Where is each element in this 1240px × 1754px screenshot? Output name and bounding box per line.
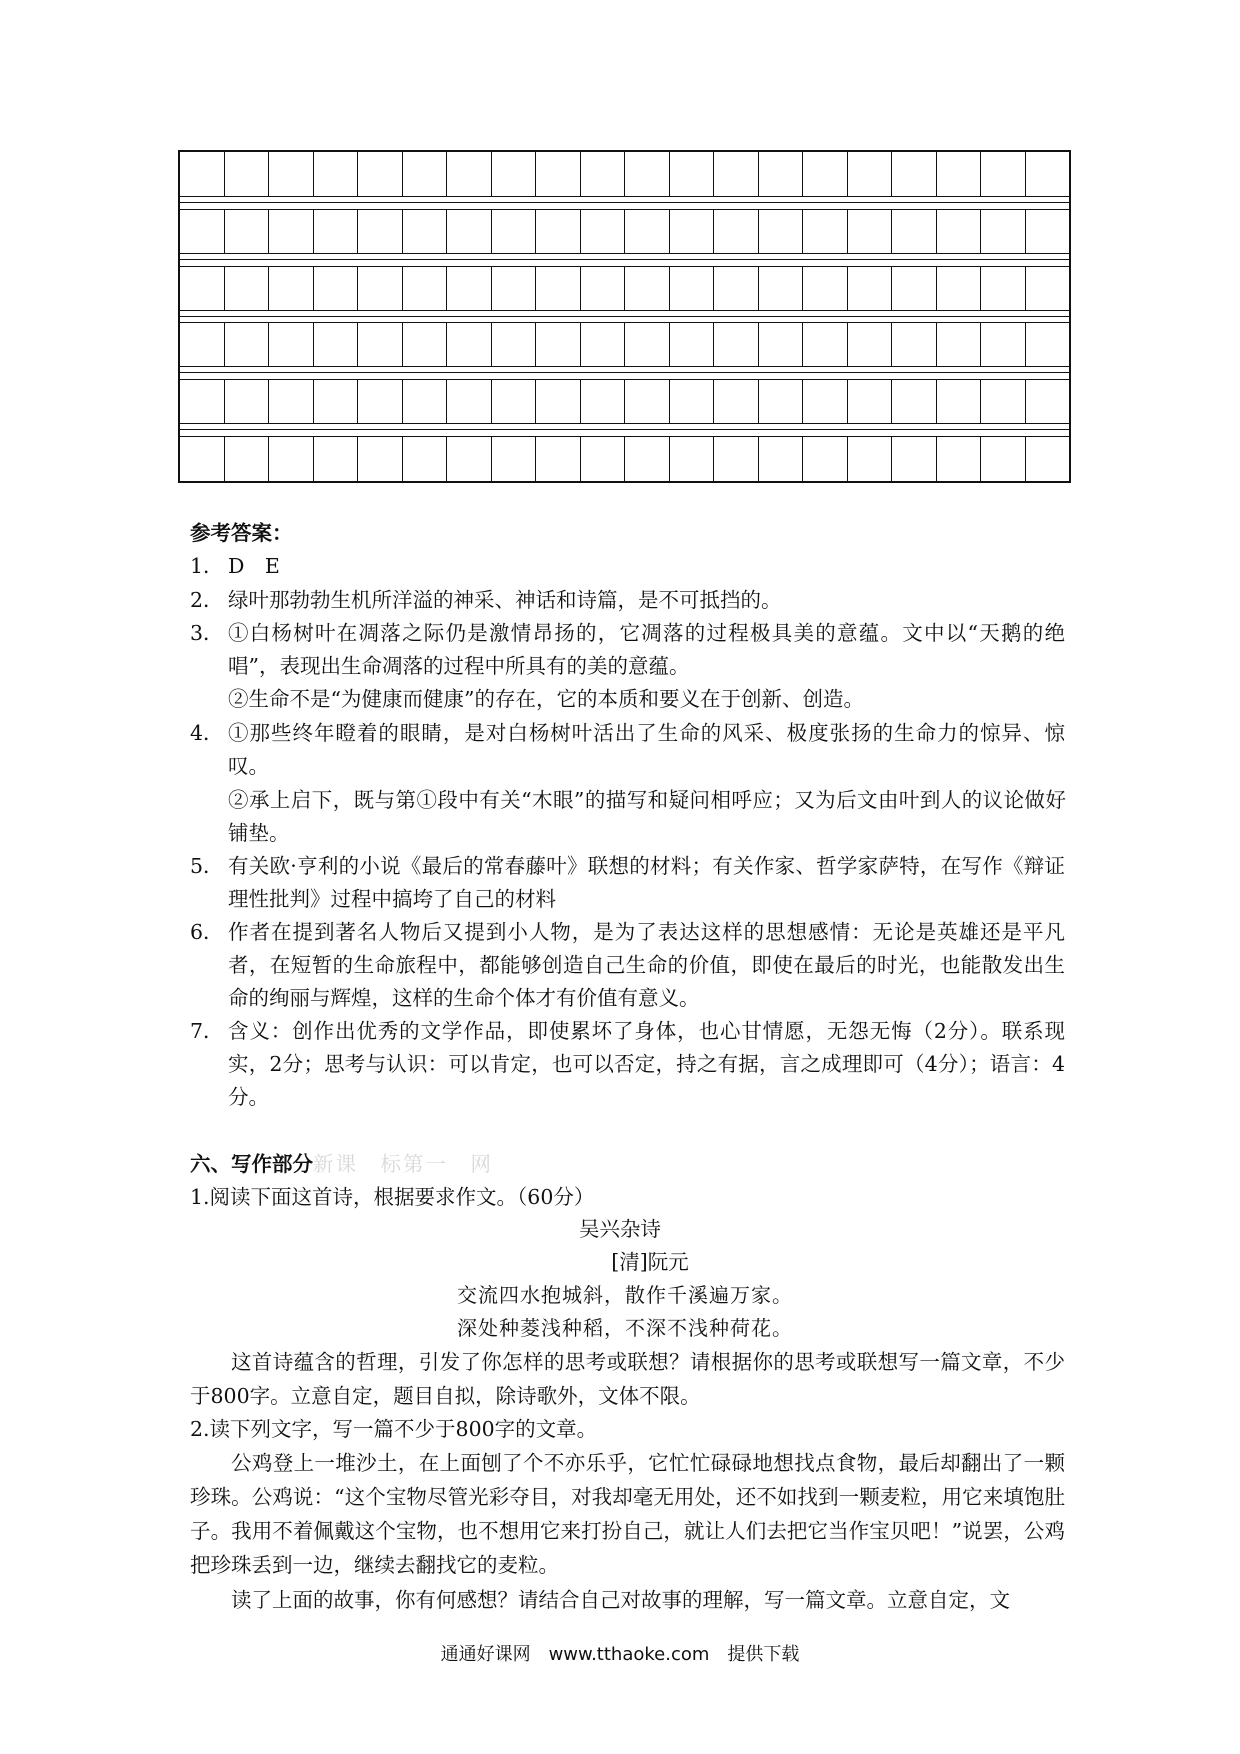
grid-cell xyxy=(759,436,804,481)
grid-cell xyxy=(358,209,403,254)
grid-cell xyxy=(981,266,1026,311)
grid-cell xyxy=(180,152,225,197)
grid-cell xyxy=(714,322,759,367)
grid-cell xyxy=(225,266,270,311)
grid-cell xyxy=(625,322,670,367)
answer-subpoint: ②承上启下，既与第①段中有关“木眼”的描写和疑问相呼应；又为后文由叶到人的议论做好铺垫。 xyxy=(228,788,1066,845)
answer-item-7 xyxy=(190,1015,1065,1114)
question-2-task: 读了上面的故事，你有何感想？请结合自己对故事的理解，写一篇文章。立意自定，文 xyxy=(231,1588,1010,1612)
grid-cell xyxy=(269,266,314,311)
grid-cell xyxy=(714,266,759,311)
grid-cell xyxy=(403,266,448,311)
answer-number: 6． xyxy=(190,920,224,944)
grid-cell xyxy=(180,379,225,424)
grid-cell xyxy=(225,322,270,367)
writing-heading: 六、写作部分 xyxy=(190,1152,313,1176)
grid-cell xyxy=(581,152,626,197)
grid-cell xyxy=(180,322,225,367)
answer-number: 2． xyxy=(190,588,224,612)
grid-cell xyxy=(447,436,492,481)
grid-row xyxy=(180,209,1069,254)
grid-cell xyxy=(536,266,581,311)
answer-number: 7． xyxy=(190,1019,224,1043)
grid-cell xyxy=(180,209,225,254)
poem-title: 吴兴杂诗 xyxy=(579,1217,661,1241)
page-footer: 通通好课网 www.tthaoke.com 提供下载 xyxy=(440,1644,800,1665)
grid-cell xyxy=(714,152,759,197)
grid-cell xyxy=(759,152,804,197)
grid-cell xyxy=(670,209,715,254)
answer-item-3 xyxy=(190,617,1065,683)
grid-cell xyxy=(403,209,448,254)
grid-cell xyxy=(714,436,759,481)
grid-cell xyxy=(937,209,982,254)
grid-cell xyxy=(625,152,670,197)
grid-cell xyxy=(403,436,448,481)
grid-cell xyxy=(269,152,314,197)
answer-text: D E xyxy=(228,554,280,578)
grid-row xyxy=(180,436,1069,481)
grid-separator-line xyxy=(180,316,1069,317)
grid-cell xyxy=(403,152,448,197)
answer-item-5 xyxy=(190,850,1065,916)
grid-cell xyxy=(1026,152,1070,197)
grid-cell xyxy=(625,379,670,424)
grid-cell xyxy=(358,436,403,481)
grid-cell xyxy=(759,209,804,254)
answer-text: 绿叶那勃勃生机所洋溢的神采、神话和诗篇，是不可抵挡的。 xyxy=(228,588,782,612)
grid-cell xyxy=(581,322,626,367)
grid-cell xyxy=(803,379,848,424)
grid-cell xyxy=(492,436,537,481)
grid-cell xyxy=(937,152,982,197)
grid-cell xyxy=(225,379,270,424)
grid-cell xyxy=(625,436,670,481)
grid-cell xyxy=(536,379,581,424)
grid-cell xyxy=(447,209,492,254)
answer-item-6 xyxy=(190,916,1065,1015)
grid-cell xyxy=(225,436,270,481)
grid-cell xyxy=(848,379,893,424)
grid-cell xyxy=(447,266,492,311)
grid-cell xyxy=(848,266,893,311)
grid-cell xyxy=(803,152,848,197)
question-2-prompt: 2.读下列文字，写一篇不少于800字的文章。 xyxy=(190,1417,598,1441)
grid-cell xyxy=(892,209,937,254)
grid-cell xyxy=(492,152,537,197)
answer-number: 1． xyxy=(190,554,224,578)
grid-cell xyxy=(981,209,1026,254)
grid-cell xyxy=(1026,322,1070,367)
grid-row xyxy=(180,266,1069,311)
grid-cell xyxy=(892,379,937,424)
grid-cell xyxy=(225,209,270,254)
grid-cell xyxy=(892,266,937,311)
grid-cell xyxy=(314,266,359,311)
poem-line-2: 深处种菱浅种稻，不深不浅种荷花。 xyxy=(457,1316,793,1340)
grid-cell xyxy=(358,379,403,424)
grid-cell xyxy=(314,436,359,481)
grid-cell xyxy=(670,322,715,367)
grid-cell xyxy=(937,266,982,311)
grid-separator-line xyxy=(180,259,1069,260)
grid-cell xyxy=(492,209,537,254)
grid-cell xyxy=(981,152,1026,197)
grid-cell xyxy=(670,379,715,424)
grid-separator-line xyxy=(180,202,1069,203)
question-2-story: 公鸡登上一堆沙土，在上面刨了个不亦乐乎，它忙忙碌碌地想找点食物，最后却翻出了一颗珍珠。公鸡说：“这个宝物尽管光彩夺目，对我却毫无用处，还不如找到一颗麦粒，用它来填饱肚子。我用不着佩戴这个宝物，也不想用它来打扮自己，就让人们去把它当作宝贝吧！”说罢，公鸡把珍珠丢到一边，继续去翻找它的麦粒。 xyxy=(190,1451,1065,1577)
grid-cell xyxy=(358,322,403,367)
grid-cell xyxy=(447,379,492,424)
grid-cell xyxy=(625,266,670,311)
grid-cell xyxy=(536,322,581,367)
answer-number: 5． xyxy=(190,854,224,878)
grid-cell xyxy=(892,152,937,197)
grid-cell xyxy=(714,379,759,424)
grid-cell xyxy=(180,436,225,481)
grid-cell xyxy=(1026,266,1070,311)
poem-line-1: 交流四水抱城斜，散作千溪遍万家。 xyxy=(457,1283,793,1307)
grid-cell xyxy=(358,152,403,197)
grid-cell xyxy=(803,209,848,254)
answer-item-1 xyxy=(190,550,1065,583)
grid-cell xyxy=(803,436,848,481)
grid-cell xyxy=(937,379,982,424)
watermark-text: 新课 标第一 网 xyxy=(313,1152,493,1176)
answer-text: ①白杨树叶在凋落之际仍是激情昂扬的，它凋落的过程极具美的意蕴。文中以“天鹅的绝唱”，表现出生命凋落的过程中所具有的美的意蕴。 xyxy=(228,621,1065,678)
grid-cell xyxy=(759,379,804,424)
grid-cell xyxy=(848,152,893,197)
grid-cell xyxy=(892,322,937,367)
grid-separator-line xyxy=(180,429,1069,430)
grid-separator-line xyxy=(180,372,1069,373)
grid-cell xyxy=(536,436,581,481)
grid-cell xyxy=(536,152,581,197)
answer-text: 含义：创作出优秀的文学作品，即使累坏了身体，也心甘情愿，无怨无悔（2分）。联系现实，2分；思考与认识：可以肯定，也可以否定，持之有据，言之成理即可（4分）；语言：4分。 xyxy=(228,1019,1065,1109)
grid-cell xyxy=(314,322,359,367)
grid-cell xyxy=(403,379,448,424)
grid-cell xyxy=(714,209,759,254)
grid-cell xyxy=(492,322,537,367)
answer-number: 3． xyxy=(190,621,224,645)
grid-cell xyxy=(937,436,982,481)
grid-cell xyxy=(981,436,1026,481)
writing-heading-line xyxy=(190,1148,493,1181)
grid-row xyxy=(180,379,1069,424)
question-1-prompt: 1.阅读下面这首诗，根据要求作文。（60分） xyxy=(190,1185,595,1209)
grid-cell xyxy=(581,379,626,424)
grid-cell xyxy=(848,209,893,254)
grid-cell xyxy=(403,322,448,367)
grid-cell xyxy=(937,322,982,367)
grid-cell xyxy=(269,322,314,367)
grid-cell xyxy=(447,152,492,197)
poem-author: [清]阮元 xyxy=(611,1250,689,1274)
answer-item-2 xyxy=(190,584,1065,617)
grid-cell xyxy=(269,436,314,481)
grid-cell xyxy=(759,322,804,367)
grid-cell xyxy=(981,322,1026,367)
grid-cell xyxy=(759,266,804,311)
grid-cell xyxy=(536,209,581,254)
grid-cell xyxy=(1026,209,1070,254)
grid-row xyxy=(180,152,1069,197)
grid-cell xyxy=(314,379,359,424)
grid-cell xyxy=(358,266,403,311)
question-1-task: 这首诗蕴含的哲理，引发了你怎样的思考或联想？请根据你的思考或联想写一篇文章，不少于800字。立意自定，题目自拟，除诗歌外，文体不限。 xyxy=(190,1350,1065,1408)
grid-cell xyxy=(581,209,626,254)
grid-cell xyxy=(314,152,359,197)
grid-cell xyxy=(670,436,715,481)
answer-number: 4． xyxy=(190,721,224,745)
grid-cell xyxy=(625,209,670,254)
grid-cell xyxy=(225,152,270,197)
grid-row xyxy=(180,322,1069,367)
answer-subpoint: ②生命不是“为健康而健康”的存在，它的本质和要义在于创新、创造。 xyxy=(228,687,864,711)
grid-cell xyxy=(981,379,1026,424)
answer-text: 作者在提到著名人物后又提到小人物，是为了表达这样的思想感情：无论是英雄还是平凡者，在短暂的生命旅程中，都能够创造自己生命的价值，即使在最后的时光，也能散发出生命的绚丽与辉煌，这样的生命个体才有价值有意义。 xyxy=(228,920,1065,1010)
writing-grid xyxy=(178,150,1071,483)
grid-cell xyxy=(892,436,937,481)
grid-cell xyxy=(670,152,715,197)
grid-cell xyxy=(180,266,225,311)
grid-cell xyxy=(447,322,492,367)
grid-cell xyxy=(581,266,626,311)
answer-item-4 xyxy=(190,717,1065,783)
grid-cell xyxy=(670,266,715,311)
grid-cell xyxy=(803,266,848,311)
grid-cell xyxy=(269,209,314,254)
grid-cell xyxy=(1026,379,1070,424)
grid-cell xyxy=(581,436,626,481)
grid-cell xyxy=(848,436,893,481)
answer-text: 有关欧·亨利的小说《最后的常春藤叶》联想的材料；有关作家、哲学家萨特，在写作《辩证理性批判》过程中搞垮了自己的材料 xyxy=(228,854,1065,911)
answers-heading: 参考答案： xyxy=(190,521,293,545)
grid-cell xyxy=(492,266,537,311)
grid-cell xyxy=(492,379,537,424)
grid-cell xyxy=(1026,436,1070,481)
grid-cell xyxy=(314,209,359,254)
answer-text: ①那些终年瞪着的眼睛，是对白杨树叶活出了生命的风采、极度张扬的生命力的惊异、惊叹。 xyxy=(228,721,1065,778)
grid-cell xyxy=(269,379,314,424)
grid-cell xyxy=(848,322,893,367)
grid-cell xyxy=(803,322,848,367)
